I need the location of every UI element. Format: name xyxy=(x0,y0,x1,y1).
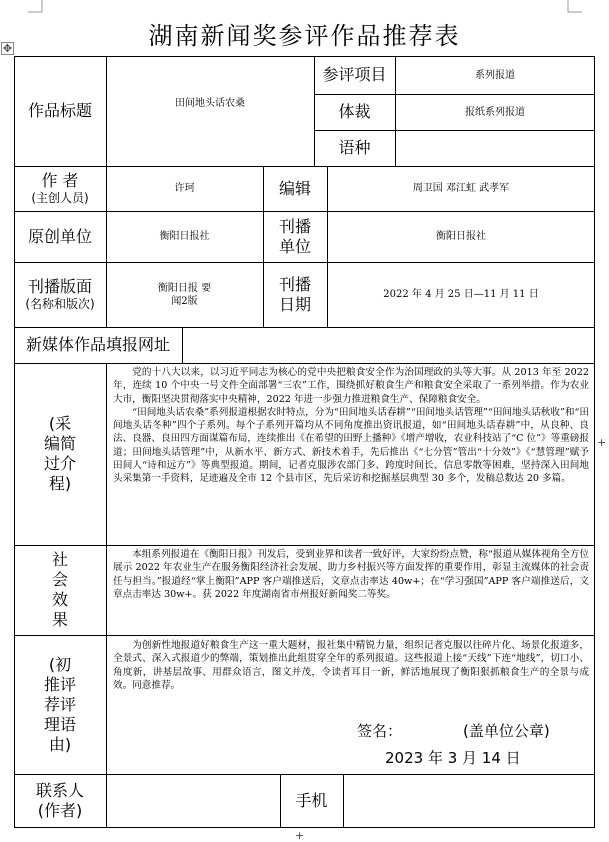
contact-value[interactable] xyxy=(106,774,280,828)
recommendation-text-area[interactable] xyxy=(113,639,589,719)
recommendation-label: (初推评荐评理语由) xyxy=(44,654,77,754)
phone-value[interactable] xyxy=(343,774,595,828)
genre-label: 体裁 xyxy=(338,102,371,121)
language-label: 语种 xyxy=(338,138,371,157)
language-value[interactable] xyxy=(395,130,595,166)
editor-value[interactable]: 周卫国 邓江虹 武孝军 xyxy=(412,183,510,194)
publish-edition-sublabel: (名称和版次) xyxy=(25,297,95,311)
process-text-area[interactable] xyxy=(113,366,589,544)
corner-mark-top-left xyxy=(28,0,48,14)
add-row-icon[interactable]: + xyxy=(295,829,305,842)
page-title: 湖南新闻奖参评作品推荐表 xyxy=(148,22,461,50)
new-media-url-label: 新媒体作品填报网址 xyxy=(25,335,170,354)
phone-label: 手机 xyxy=(295,791,328,810)
publish-date-label: 刊播日期 xyxy=(278,274,311,314)
effect-label: 社会效果 xyxy=(51,550,68,629)
publish-unit-value[interactable]: 衡阳日报社 xyxy=(436,231,486,242)
publish-edition-label: 刊播版面 xyxy=(27,277,92,296)
author-label: 作 者 xyxy=(41,171,79,190)
category-label: 参评项目 xyxy=(322,65,387,84)
publish-edition-value[interactable]: 衡阳日报 要闻2版 xyxy=(157,282,212,307)
original-unit-label: 原创单位 xyxy=(27,226,92,246)
publish-edition-label-cell xyxy=(14,262,106,327)
original-unit-value[interactable]: 衡阳日报社 xyxy=(159,231,210,242)
publish-date-value[interactable]: 2022 年 4 月 25 日—11 月 11 日 xyxy=(383,289,539,300)
col-divider xyxy=(106,363,107,828)
category-value[interactable]: 系列报道 xyxy=(475,69,515,81)
editor-label: 编辑 xyxy=(278,178,311,198)
recommendation-paragraph: 为创新性地报道好粮食生产这一重大题材，报社集中精锐力量，组织记者克服以往碎片化、场景化报道多，全景式、深入式报道少的弊端，策划推出此组贯穿全年的系列报道。这些报道上接“天线”下连“地线”，切口小、角度新，讲基层故事、用群众语言，图文并茂，令读者耳目一新，鲜活地展现了衡阳狠抓粮食生产的全景与成效。同意推荐。 xyxy=(113,640,589,691)
effect-paragraph: 本组系列报道在《衡阳日报》刊发后，受到业界和读者一致好评，大家纷纷点赞，称“报道从媒体视角全方位展示 2022 年农业生产在服务衡阳经济社会发展、助力乡村振兴等方面发挥的重要作用，彰显主流媒体的社会责任与担当。”报道经“掌上衡阳”APP 客户端推送后，文章点击率达 40w+；在“学习强国”APP 客户端推送后，文章点击率达 30w+。获 2022 年度湖南省市州报好新闻奖二等奖。 xyxy=(113,549,589,600)
effect-text-area[interactable] xyxy=(113,548,589,634)
signature-label: 签名： xyxy=(357,722,403,740)
author-value[interactable]: 许珂 xyxy=(174,183,195,194)
author-label-cell xyxy=(14,166,106,211)
process-paragraph-1: 党的十八大以来，以习近平同志为核心的党中央把粮食安全作为治国理政的头等大事。从 2013 年至 2022 年，连续 10 个中央一号文件全面部署“三农”工作，围绕抓好粮食生产和粮食安全采取了一系列举措。作为农业大市，衡阳坚决贯彻落实中央精神，2022 年进一步强力推进粮食生产、保障粮食安全。 xyxy=(113,367,589,405)
process-paragraph-2: “田间地头话农桑”系列报道根据农时特点，分为“田间地头话春耕”“田间地头话管理”“田间地头话秋收”和“田间地头话冬种”四个子系列。每个子系列开篇均从不同角度推出资讯报道，如“田间地头话春耕”中，从良种、良法、良器、良田四方面谋篇布局，连续推出《在希望的田野上播种》《增产增收，农业科技站了“C 位”》等重磅报道；田间地头话管理”中，从新水平、新方式、新技术着手，先后推出《“七分管”管出“十分效”》《“慧管理”赋予田间人“诗和远方”》等典型报道。期间，记者克服涉农部门多、跨度时间长、信息零散等困难，坚持深入田间地头采集第一手资料，足迹遍及全市 12 个县市区，先后采访和挖掘基层典型 30 多个，发稿总数达 20 多篇。 xyxy=(113,406,589,485)
publish-unit-label: 刊播单位 xyxy=(278,216,311,256)
author-sublabel: (主创人员) xyxy=(31,191,89,205)
work-title-value[interactable]: 田间地头话农桑 xyxy=(175,98,245,109)
corner-mark-top-right xyxy=(562,0,582,14)
genre-value[interactable]: 报纸系列报道 xyxy=(465,106,525,118)
process-label: (采编简过介程) xyxy=(44,414,77,493)
signature-date: 2023 年 3 月 14 日 xyxy=(385,749,521,767)
add-column-icon[interactable]: + xyxy=(597,436,607,449)
seal-label: (盖单位公章) xyxy=(463,722,550,740)
work-title-label: 作品标题 xyxy=(27,101,92,120)
table-move-handle-icon[interactable]: ✥ xyxy=(2,42,13,55)
contact-label: 联系人(作者) xyxy=(35,781,84,820)
new-media-url-value[interactable] xyxy=(182,327,595,363)
